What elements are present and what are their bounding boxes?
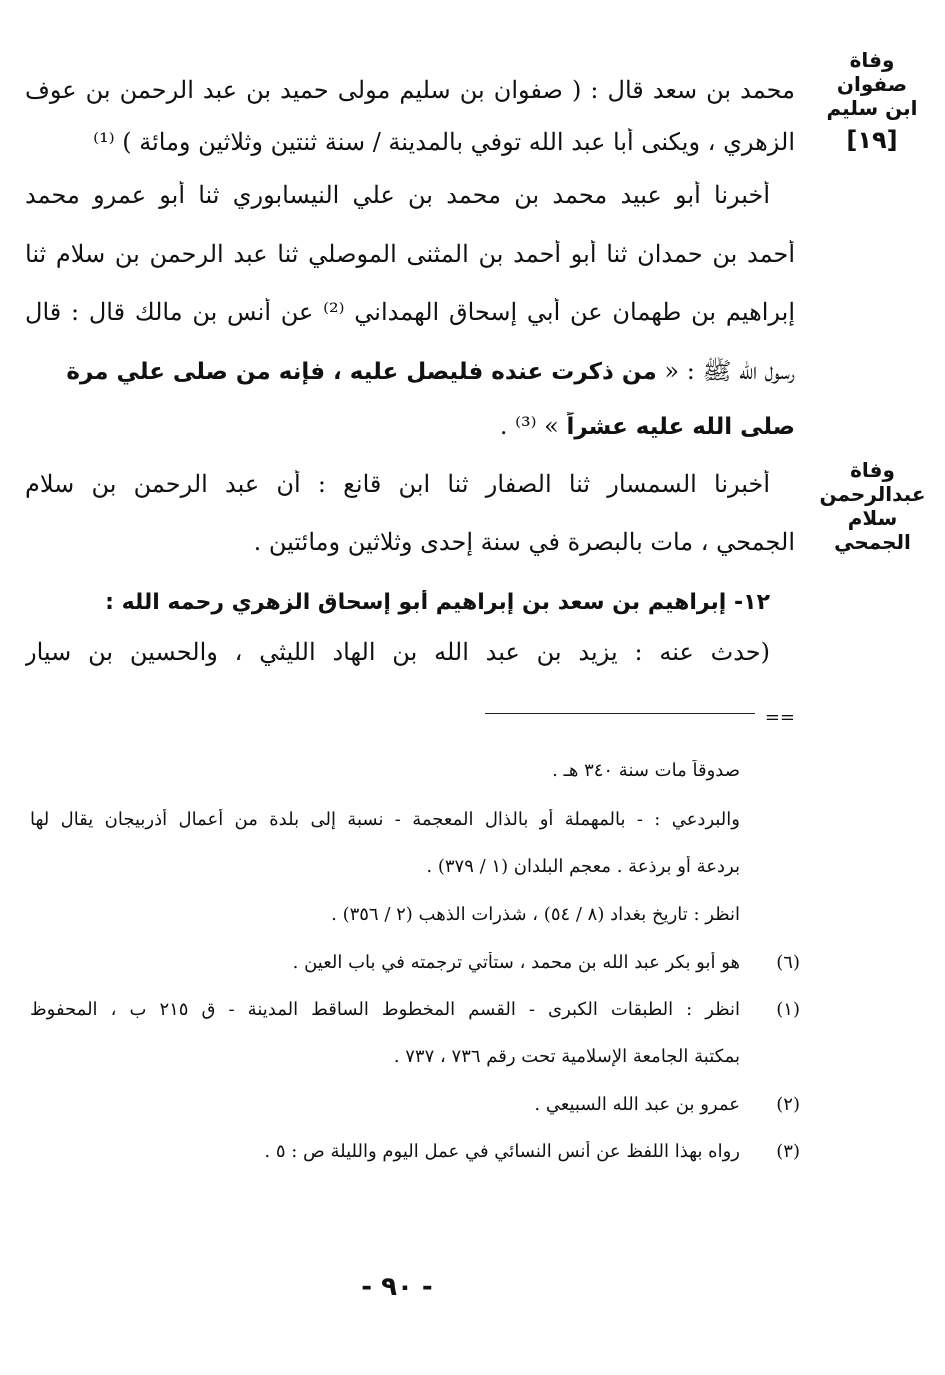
body-line-5: إبراهيم بن طهمان عن أبي إسحاق الهمداني ⁽²⁾ عن أنس بن مالك قال : قال bbox=[25, 298, 795, 326]
margin-note-safwan bbox=[817, 48, 927, 155]
footnote-cont-4: انظر : تاريخ بغداد (٨ / ٥٤) ، شذرات الذهب (٢ / ٣٥٦) . bbox=[331, 904, 740, 925]
margin-note-safwan-title: وفاة صفوان bbox=[836, 48, 908, 96]
footnote-continuation-mark: == bbox=[764, 707, 795, 728]
body-line-1: محمد بن سعد قال : ( صفوان بن سليم مولى حميد بن عبد الرحمن بن عوف bbox=[25, 76, 795, 104]
body-line-8: أخبرنا السمسار ثنا الصفار ثنا ابن قانع : أن عبد الرحمن بن سلام bbox=[25, 470, 770, 498]
footnote-6-number: (٦) bbox=[776, 952, 800, 973]
body-line-3: أخبرنا أبو عبيد محمد بن محمد بن علي النيسابوري ثنا أبو عمرو محمد bbox=[25, 181, 770, 209]
footnote-1-number: (١) bbox=[776, 999, 800, 1020]
footnote-1-line-2: بمكتبة الجامعة الإسلامية تحت رقم ٧٣٦ ، ٧٣٧ . bbox=[393, 1046, 740, 1067]
section-heading: ١٢- إبراهيم بن سعد بن إبراهيم أبو إسحاق الزهري رحمه الله : bbox=[105, 590, 770, 615]
margin-note-safwan-number: [١٩] bbox=[846, 126, 898, 154]
hadith-text-part-1: من ذكرت عنده فليصل عليه ، فإنه من صلى علي مرة bbox=[66, 359, 657, 385]
body-line-7-plain: » ⁽³⁾ . bbox=[499, 412, 567, 440]
hadith-text-part-2: صلى الله عليه عشراً bbox=[566, 414, 795, 440]
body-line-6-plain: رسول الله ﷺ : « bbox=[656, 357, 795, 385]
footnote-cont-2: والبردعي : - بالمهملة أو بالذال المعجمة - نسبة إلى بلدة من أعمال أذربيجان يقال لها bbox=[30, 809, 740, 830]
footnote-separator bbox=[485, 713, 755, 714]
footnote-cont-1: صدوقاً مات سنة ٣٤٠ هـ . bbox=[552, 760, 740, 781]
body-line-4: أحمد بن حمدان ثنا أبو أحمد بن المثنى الموصلي ثنا عبد الرحمن بن سلام ثنا bbox=[25, 240, 795, 268]
body-line-2: الزهري ، ويكنى أبا عبد الله توفي بالمدينة / سنة ثنتين وثلاثين ومائة ) ⁽¹⁾ bbox=[93, 128, 795, 156]
footnote-1-line-1: انظر : الطبقات الكبرى - القسم المخطوط الساقط المدينة - ق ٢١٥ ب ، المحفوظ bbox=[30, 999, 740, 1020]
footnote-6: هو أبو بكر عبد الله بن محمد ، ستأتي ترجمته في باب العين . bbox=[292, 952, 740, 973]
body-line-6 bbox=[25, 357, 795, 387]
footnote-2-number: (٢) bbox=[776, 1094, 800, 1115]
body-line-10: (حدث عنه : يزيد بن عبد الله بن الهاد الليثي ، والحسين بن سيار bbox=[25, 638, 770, 666]
footnote-3: رواه بهذا اللفظ عن أنس النسائي في عمل اليوم والليلة ص : ٥ . bbox=[264, 1141, 740, 1162]
margin-note-abdulrahman bbox=[810, 458, 935, 554]
body-line-7 bbox=[25, 412, 795, 442]
margin-note-abdulrahman-line1: وفاة bbox=[850, 458, 895, 482]
margin-note-abdulrahman-line2: عبدالرحمن bbox=[819, 482, 926, 506]
footnote-3-number: (٣) bbox=[776, 1141, 800, 1162]
body-line-9: الجمحي ، مات بالبصرة في سنة إحدى وثلاثين ومائتين . bbox=[253, 528, 795, 556]
footnote-2: عمرو بن عبد الله السبيعي . bbox=[534, 1094, 740, 1115]
margin-note-safwan-name: ابن سليم bbox=[826, 96, 918, 120]
margin-note-abdulrahman-line3: سلام الجمحي bbox=[834, 506, 911, 554]
footnote-cont-3: بردعة أو برذعة . معجم البلدان (١ / ٣٧٩) . bbox=[426, 856, 740, 877]
page-number: - ٩٠ - bbox=[361, 1272, 433, 1302]
